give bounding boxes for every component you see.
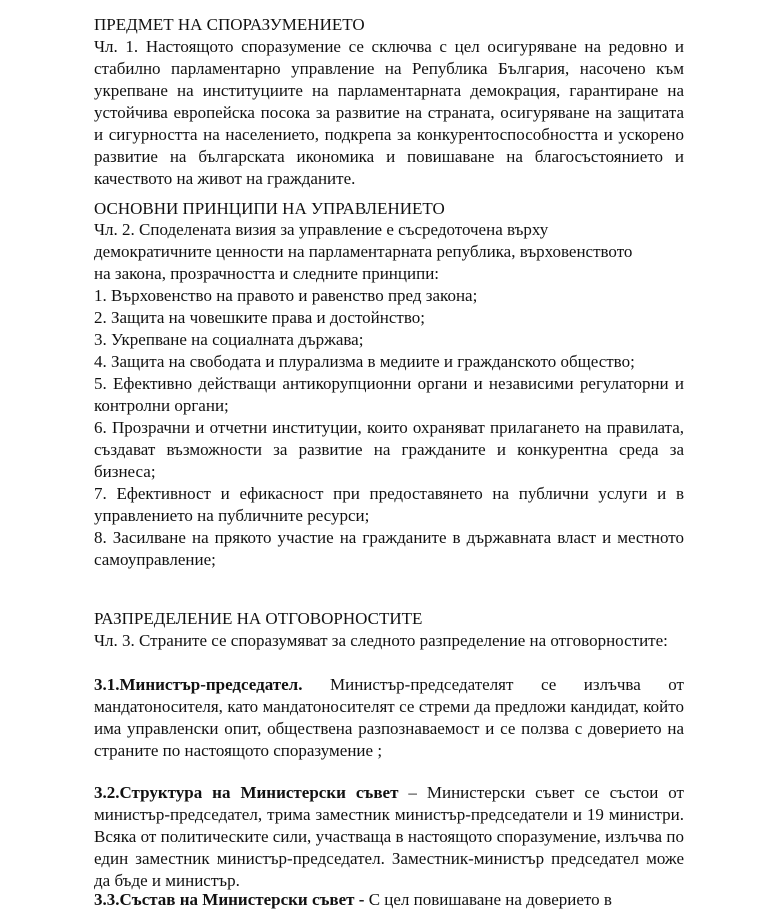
article-2-intro-line: демократичните ценности на парламентарната република, върховенството bbox=[94, 242, 633, 261]
principle-item: 3. Укрепване на социалната държава; bbox=[94, 330, 364, 349]
principle-item: 5. Ефективно действащи антикорупционни органи и независими регулаторни и контролни органи; bbox=[94, 374, 684, 415]
clause-prime-minister bbox=[94, 674, 684, 762]
clause-text: С цел повишаване на доверието в bbox=[364, 890, 612, 909]
principle-item: 4. Защита на свободата и плурализма в медиите и гражданското общество; bbox=[94, 352, 635, 371]
principle-item: 1. Върховенство на правото и равенство пред закона; bbox=[94, 286, 478, 305]
article-3-intro: Чл. 3. Страните се споразумяват за следното разпределение на отговорностите: bbox=[94, 631, 668, 650]
article-1-paragraph: Чл. 1. Настоящото споразумение се сключва с цел осигуряване на редовно и стабилно парламентарно управление на Република България, насочено към укрепване на институциите на парламентарната демокрация, гарантиране на устойчива европейска посока за развитие на страната, осигуряване на защитата и сигурността на населението, подкрепа за конкурентоспособността и ускорено развитие на българската икономика и повишаване на благосъстоянието и качеството на живот на гражданите. bbox=[94, 37, 684, 188]
article-2-intro-line: Чл. 2. Споделената визия за управление е съсредоточена върху bbox=[94, 220, 549, 239]
principle-item: 6. Прозрачни и отчетни институции, които охраняват прилагането на правилата, създават възможности за развитие на гражданите и конкурентна среда за бизнеса; bbox=[94, 418, 684, 481]
clause-text: Министър-председателят се излъчва от мандатоносителя, като мандатоносителят се стреми да предложи кандидат, който има управленски опит, обществена разпознаваемост и се ползва с доверието на страните по настоящото споразумение ; bbox=[94, 675, 684, 760]
clause-council-composition bbox=[94, 889, 684, 911]
clause-text: – Министерски съвет се състои от министър-председател, трима заместник министър-председатели и 19 министри. Всяка от политическите сили, участваща в настоящото споразумение, излъчва по един заместник министър-председател. Заместник-министър председател може да бъде и министър. bbox=[94, 783, 684, 890]
section-heading-principles: ОСНОВНИ ПРИНЦИПИ НА УПРАВЛЕНИЕТО bbox=[94, 199, 445, 218]
clause-title: 3.3.Състав на Министерски съвет - bbox=[94, 890, 365, 909]
clause-council-structure bbox=[94, 782, 684, 892]
clause-title: 3.2.Структура на Министерски съвет bbox=[94, 783, 399, 802]
section-heading-subject: ПРЕДМЕТ НА СПОРАЗУМЕНИЕТО bbox=[94, 15, 365, 34]
principle-item: 8. Засилване на прякото участие на гражданите в държавната власт и местното самоуправление; bbox=[94, 528, 684, 569]
principle-item: 2. Защита на човешките права и достойнство; bbox=[94, 308, 425, 327]
principle-item: 7. Ефективност и ефикасност при предоставянето на публични услуги и в управлението на публичните ресурси; bbox=[94, 484, 684, 525]
article-2-intro-line: на закона, прозрачността и следните принципи: bbox=[94, 264, 440, 283]
clause-title: 3.1.Министър-председател. bbox=[94, 675, 303, 694]
section-heading-responsibilities: РАЗПРЕДЕЛЕНИЕ НА ОТГОВОРНОСТИТЕ bbox=[94, 609, 423, 628]
